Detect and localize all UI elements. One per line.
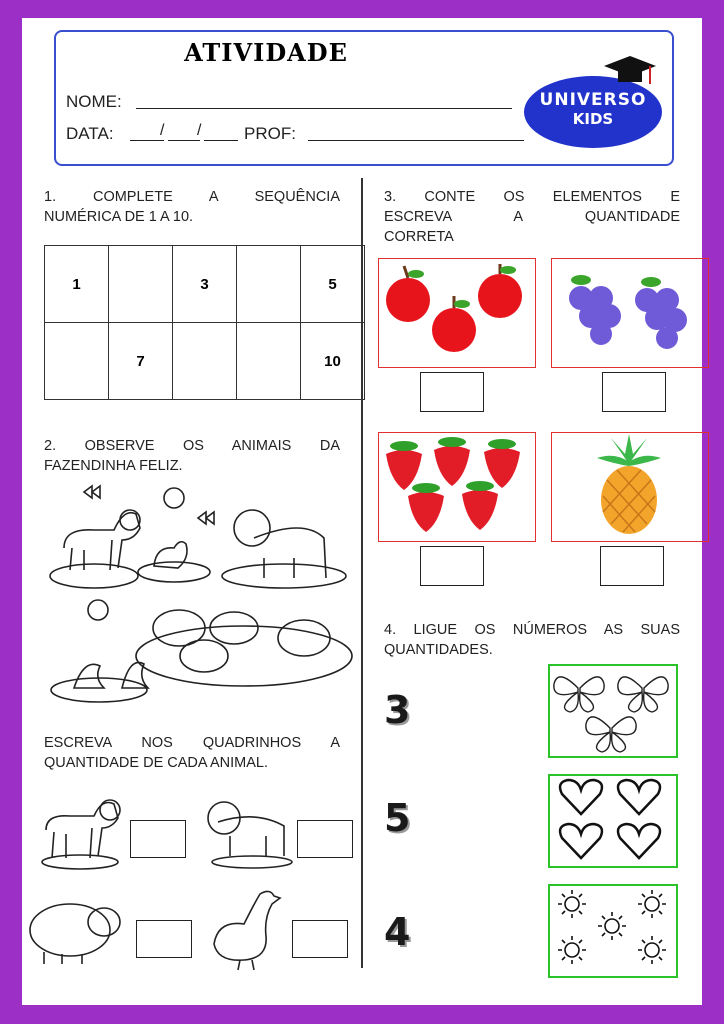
sun-icon <box>548 884 674 974</box>
date-month-field[interactable] <box>168 140 200 141</box>
answer-box-goose[interactable] <box>292 920 348 958</box>
answer-box-pineapple[interactable] <box>600 546 664 586</box>
nome-label: NOME: <box>66 92 122 111</box>
header-box: ATIVIDADE NOME: DATA: / / PROF: UNIVERSO KIDS <box>54 30 674 166</box>
answer-box-calf[interactable] <box>130 820 186 858</box>
answer-box-apples[interactable] <box>420 372 484 412</box>
farm-scene-illustration <box>44 478 354 708</box>
nome-field[interactable] <box>136 108 512 109</box>
heart-icon <box>548 774 674 864</box>
data-label: DATA: <box>66 124 114 143</box>
sequence-grid <box>44 245 365 400</box>
q3-instructions: 3. CONTE OS ELEMENTOS E ESCREVA A QUANTIDADE CORRETA <box>384 189 680 245</box>
seq-cell[interactable] <box>109 246 173 323</box>
number-4[interactable]: 4 <box>384 910 411 954</box>
sheep-icon <box>22 892 132 972</box>
cow-icon <box>196 792 296 872</box>
answer-box-grapes[interactable] <box>602 372 666 412</box>
prof-field[interactable] <box>308 140 524 141</box>
grape-icon <box>551 258 707 366</box>
seq-cell[interactable] <box>237 246 301 323</box>
seq-cell: 5 <box>301 246 365 323</box>
answer-box-cow[interactable] <box>297 820 353 858</box>
answer-box-sheep[interactable] <box>136 920 192 958</box>
goose-icon <box>204 884 294 974</box>
strawberry-icon <box>378 432 534 540</box>
page-title: ATIVIDADE <box>184 38 348 67</box>
date-year-field[interactable] <box>204 140 238 141</box>
date-day-field[interactable] <box>130 140 164 141</box>
seq-cell[interactable] <box>173 323 237 400</box>
q2-instructions: 2. OBSERVE OS ANIMAIS DA FAZENDINHA FELIZ. <box>44 438 340 474</box>
seq-cell[interactable] <box>237 323 301 400</box>
pineapple-icon <box>551 432 707 540</box>
q1-instructions: 1. COMPLETE A SEQUÊNCIA NUMÉRICA DE 1 A 10. <box>44 189 340 225</box>
calf-icon <box>40 792 140 872</box>
universo-kids-logo: UNIVERSO KIDS <box>524 76 662 148</box>
number-5[interactable]: 5 <box>384 796 411 840</box>
graduation-cap-icon <box>600 50 660 90</box>
seq-cell: 1 <box>45 246 109 323</box>
butterfly-icon <box>548 664 674 754</box>
number-3[interactable]: 3 <box>384 688 411 732</box>
q2-sub-instructions: ESCREVA NOS QUADRINHOS A QUANTIDADE DE CADA ANIMAL. <box>44 735 340 771</box>
q4-instructions: 4. LIGUE OS NÚMEROS AS SUAS QUANTIDADES. <box>384 622 680 658</box>
seq-cell: 10 <box>301 323 365 400</box>
seq-cell: 3 <box>173 246 237 323</box>
prof-label: PROF: <box>244 124 296 143</box>
apple-icon <box>378 258 534 366</box>
seq-cell: 7 <box>109 323 173 400</box>
answer-box-strawberries[interactable] <box>420 546 484 586</box>
seq-cell[interactable] <box>45 323 109 400</box>
